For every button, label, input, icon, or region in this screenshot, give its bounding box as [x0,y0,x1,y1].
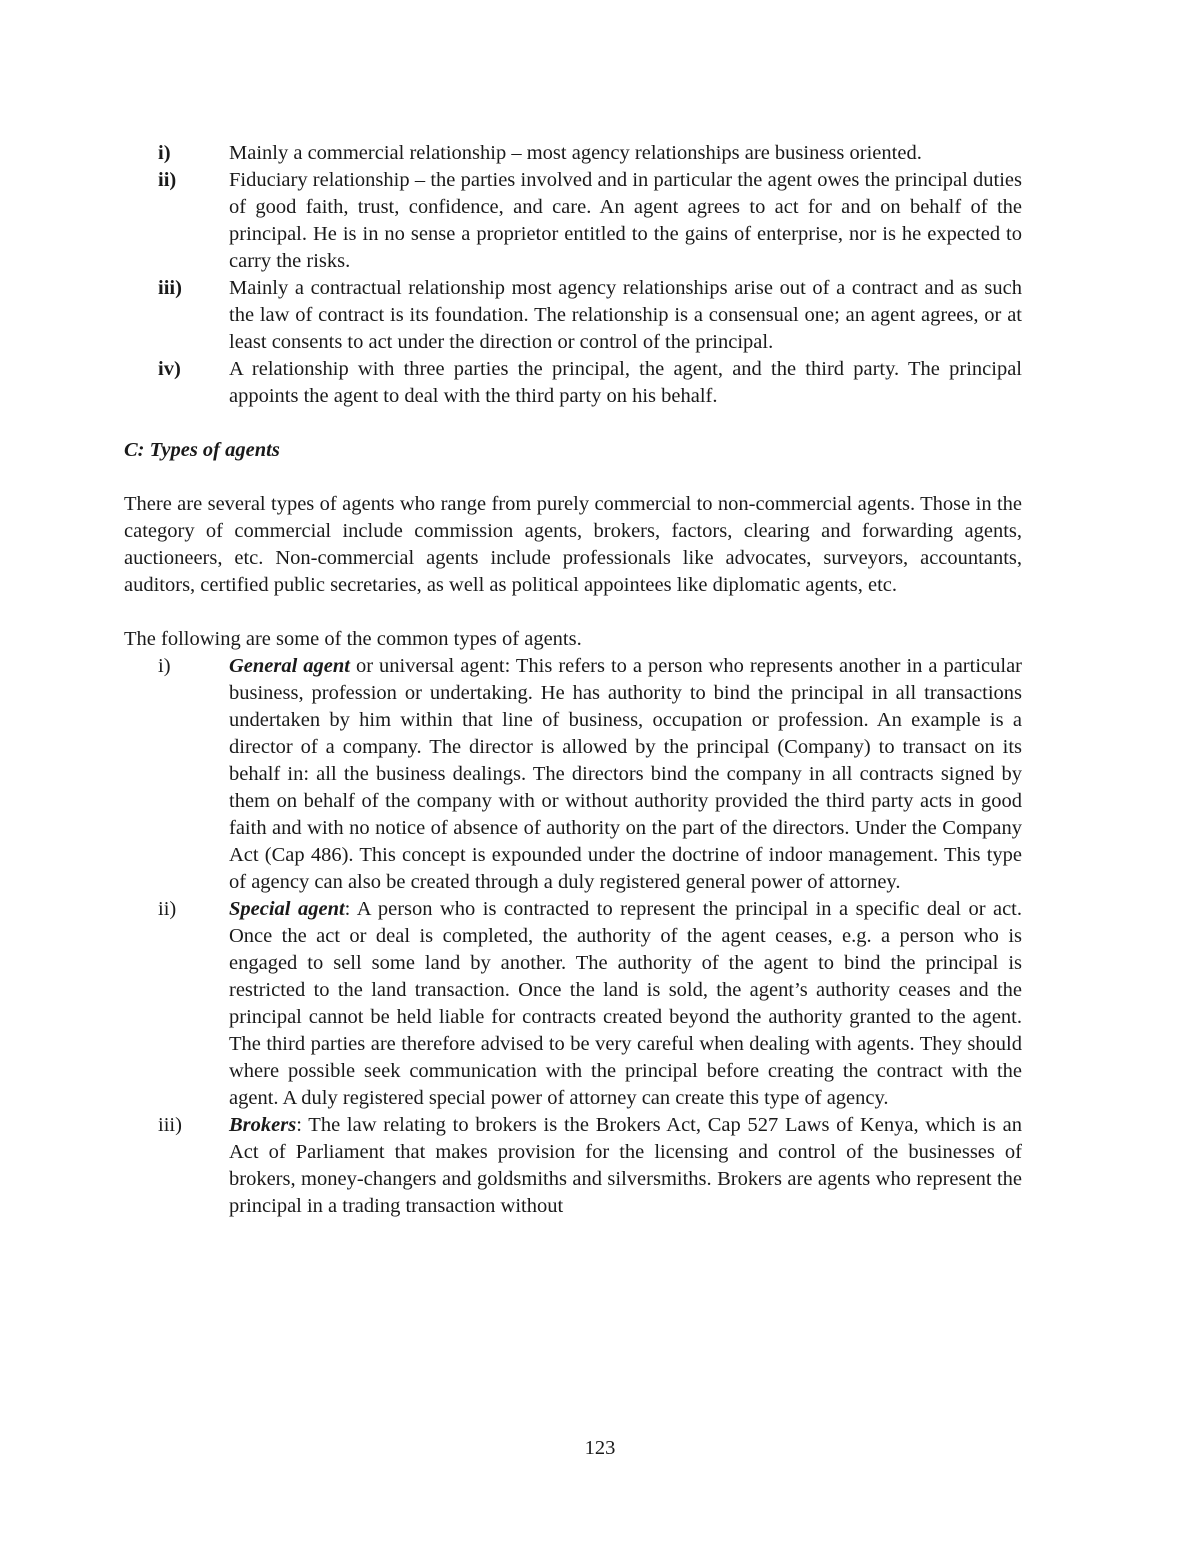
list-item [124,275,1022,356]
document-page [124,140,1022,1220]
list-item [124,167,1022,275]
list-item [124,896,1022,1112]
agency-characteristics-list [124,140,1022,410]
list-item [124,356,1022,410]
list-marker: ii) [158,169,177,191]
section-heading: C: Types of agents [124,439,280,461]
section-paragraph: There are several types of agents who range from purely commercial to non-commercial agents. Those in the category of commercial include commission agents, brokers, factors, clearing and forwarding agents, auctioneers, etc. Non-commercial agents include professionals like advocates, surveyors, accountants, auditors, certified public secretaries, as well as political appointees like diplomatic agents, etc. [124,493,1022,596]
list-item [124,1112,1022,1220]
list-marker: iii) [158,1114,182,1136]
list-marker: i) [158,142,171,164]
term: Special agent [229,898,345,920]
list-item [124,140,1022,167]
list-marker: i) [158,655,171,677]
list-item-text [229,896,1022,1112]
list-marker: ii) [158,898,177,920]
page-number: 123 [584,1437,616,1459]
list-item-text [229,1112,1022,1220]
term-description: or universal agent: This refers to a person who represents another in a particular business, profession or undertaking. He has authority to bind the principal in all transactions undertaken by him within that line of business, occupation or profession. An example is a director of a company. The director is allowed by the principal (Company) to transact on its behalf in: all the business dealings. The directors bind the company in all contracts signed by them on behalf of the company with or without authority provided the third party acts in good faith and with no notice of absence of authority on the part of the directors. Under the Company Act (Cap 486). This concept is expounded under the doctrine of indoor management. This type of agency can also be created through a duly registered general power of attorney. [229,655,1022,893]
list-item [124,653,1022,896]
term-description: : The law relating to brokers is the Brokers Act, Cap 527 Laws of Kenya, which is an Act of Parliament that makes provision for the licensing and control of the businesses of brokers, money-changers and goldsmiths and silversmiths. Brokers are agents who represent the principal in a trading transaction without [229,1114,1022,1217]
agent-types-list [124,653,1022,1220]
list-marker: iii) [158,277,182,299]
list-item-text [229,653,1022,896]
term-description: : A person who is contracted to represent the principal in a specific deal or act. Once the act or deal is completed, the authority of the agent ceases, e.g. a person who is engaged to sell some land by another. The authority of the agent to bind the principal is restricted to the land transaction. Once the land is sold, the agent’s authority ceases and the principal cannot be held liable for contracts created beyond the authority granted to the agent. The third parties are therefore advised to be very careful when dealing with agents. They should where possible seek communication with the principal before creating the contract with the agent. A duly registered special power of attorney can create this type of agency. [229,898,1023,1109]
list-item-text: Mainly a contractual relationship most agency relationships arise out of a contract and as such the law of contract is its foundation. The relationship is a consensual one; an agent agrees, or at least consents to act under the direction or control of the principal. [229,277,1022,353]
term: General agent [229,655,351,677]
term: Brokers [229,1114,297,1136]
list-item-text: A relationship with three parties the principal, the agent, and the third party. The principal appoints the agent to deal with the third party on his behalf. [229,358,1022,407]
list-item-text: Fiduciary relationship – the parties involved and in particular the agent owes the principal duties of good faith, trust, confidence, and care. An agent agrees to act for and on behalf of the principal. He is in no sense a proprietor entitled to the gains of enterprise, nor is he expected to carry the risks. [229,169,1022,272]
list-intro: The following are some of the common types of agents. [124,628,582,650]
list-item-text: Mainly a commercial relationship – most agency relationships are business oriented. [229,142,922,164]
list-marker: iv) [158,358,181,380]
